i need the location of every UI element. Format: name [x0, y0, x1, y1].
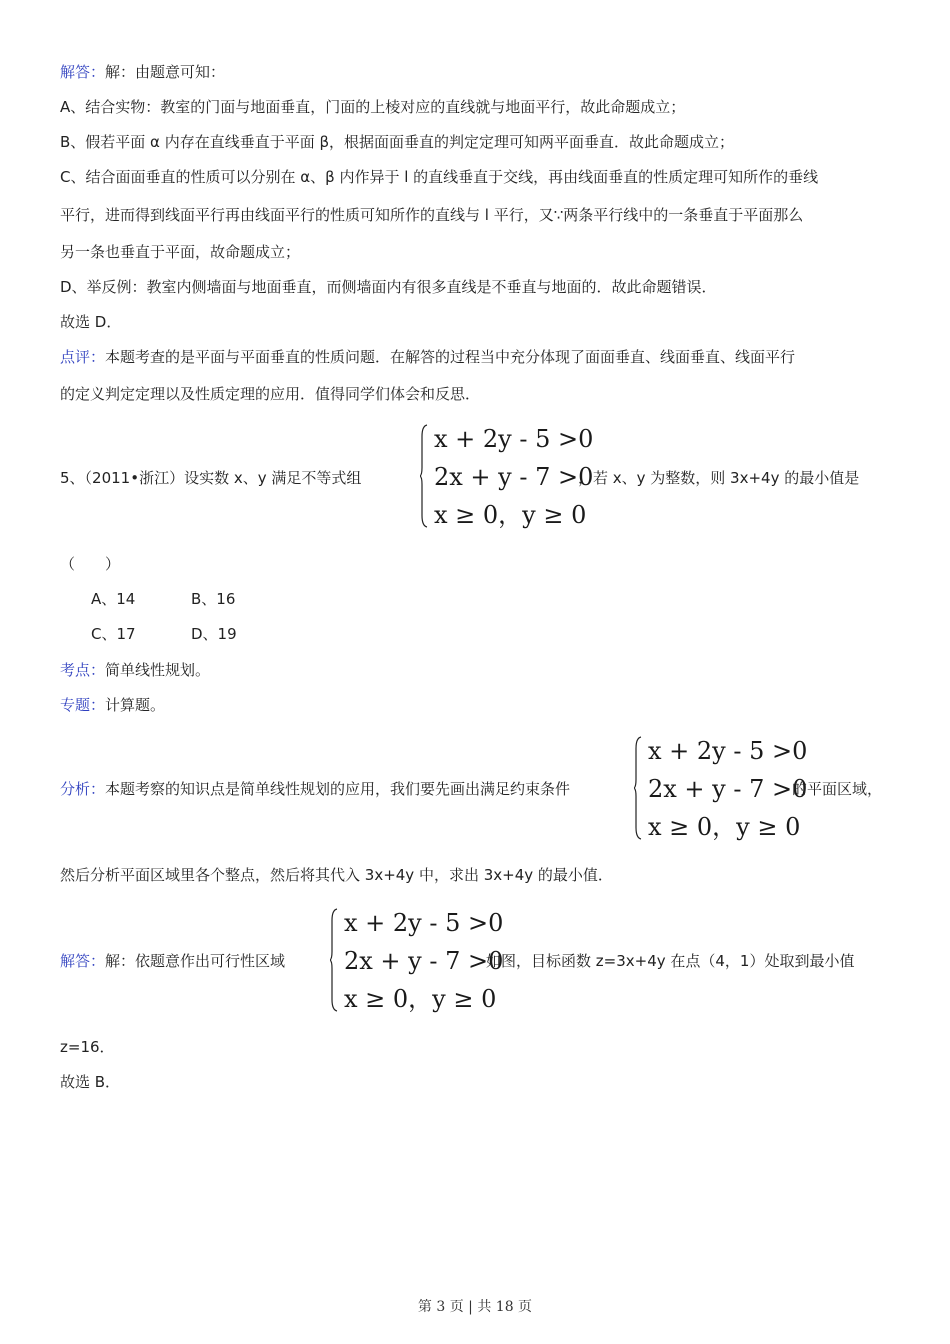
q5-zhuanti: 专题：计算题。 [60, 696, 166, 714]
q5-stem-suffix: ，若 x、y 为整数，则 3x+4y 的最小值是 [578, 469, 860, 487]
q5-option-c: C、17 [91, 625, 136, 643]
answer-label: 解答： [60, 63, 106, 81]
comment-label: 点评： [60, 348, 106, 366]
q5-option-b: B、16 [191, 590, 236, 608]
brace-icon [420, 424, 428, 528]
q4-option-c-reason-2: 平行，进而得到线面平行再由线面平行的性质可知所作的直线与 l 平行，又∵两条平行线中的一条垂直于平面那么 [60, 206, 804, 224]
q5-eq-3: x ≥ 0，y ≥ 0 [434, 501, 587, 529]
q5-fenxi: 分析：本题考察的知识点是简单线性规划的应用，我们要先画出满足约束条件 [60, 780, 571, 798]
q5-fenxi-suffix: 的平面区域， [792, 780, 883, 798]
q4-option-b-reason: B、假若平面 α 内存在直线垂直于平面 β，根据面面垂直的判定定理可知两平面垂直．故此命题成立； [60, 133, 735, 151]
q5-kaodian: 考点：简单线性规划。 [60, 661, 211, 679]
q5-inequality-system [420, 424, 594, 529]
q4-option-c-reason-1: C、结合面面垂直的性质可以分别在 α、β 内作异于 l 的直线垂直于交线，再由线面垂直的性质定理可知所作的垂线 [60, 168, 819, 186]
q4-option-a-reason: A、结合实物：教室的门面与地面垂直，门面的上棱对应的直线就与地面平行，故此命题成立； [60, 98, 686, 116]
q5-option-d: D、19 [191, 625, 237, 643]
brace-icon [634, 736, 642, 840]
q5-jieda-system: x + 2y - 5 >0 2x + y - 7 >0 x ≥ 0，y ≥ 0 [330, 908, 490, 1012]
q4-option-d-reason: D、举反例：教室内侧墙面与地面垂直，而侧墙面内有很多直线是不垂直与地面的．故此命题错误． [60, 278, 717, 296]
q5-eq-1: x + 2y - 5 >0 [434, 425, 594, 453]
q5-answer-paren: （ ） [60, 555, 121, 573]
q5-jieda: 解答：解：依题意作出可行性区域 [60, 952, 286, 970]
q5-fenxi-system: x + 2y - 5 >0 2x + y - 7 >0 x ≥ 0，y ≥ 0 [634, 736, 794, 840]
q5-jieda-suffix: 如图，目标函数 z=3x+4y 在点（4，1）处取到最小值 [486, 952, 855, 970]
q5-jieda-2: z=16． [60, 1038, 115, 1056]
q5-choice: 故选 B． [60, 1073, 121, 1091]
q4-comment-1: 点评：本题考查的是平面与平面垂直的性质问题．在解答的过程当中充分体现了面面垂直、线面垂直、线面平行 [60, 348, 796, 366]
q5-stem-prefix: 5、（2011•浙江）设实数 x、y 满足不等式组 [60, 469, 362, 487]
q4-comment-2: 的定义判定定理以及性质定理的应用．值得同学们体会和反思． [60, 385, 481, 403]
q4-choice: 故选 D． [60, 313, 122, 331]
q5-option-a: A、14 [91, 590, 136, 608]
q4-answer-intro: 解答：解：由题意可知： [60, 63, 226, 81]
page-footer: 第 3 页 | 共 18 页 [417, 1299, 533, 1315]
q5-eq-2: 2x + y - 7 >0 [434, 463, 594, 491]
brace-icon [330, 908, 338, 1012]
q5-fenxi-2: 然后分析平面区域里各个整点，然后将其代入 3x+4y 中，求出 3x+4y 的最小值． [60, 866, 613, 884]
q4-option-c-reason-3: 另一条也垂直于平面，故命题成立； [60, 243, 301, 261]
